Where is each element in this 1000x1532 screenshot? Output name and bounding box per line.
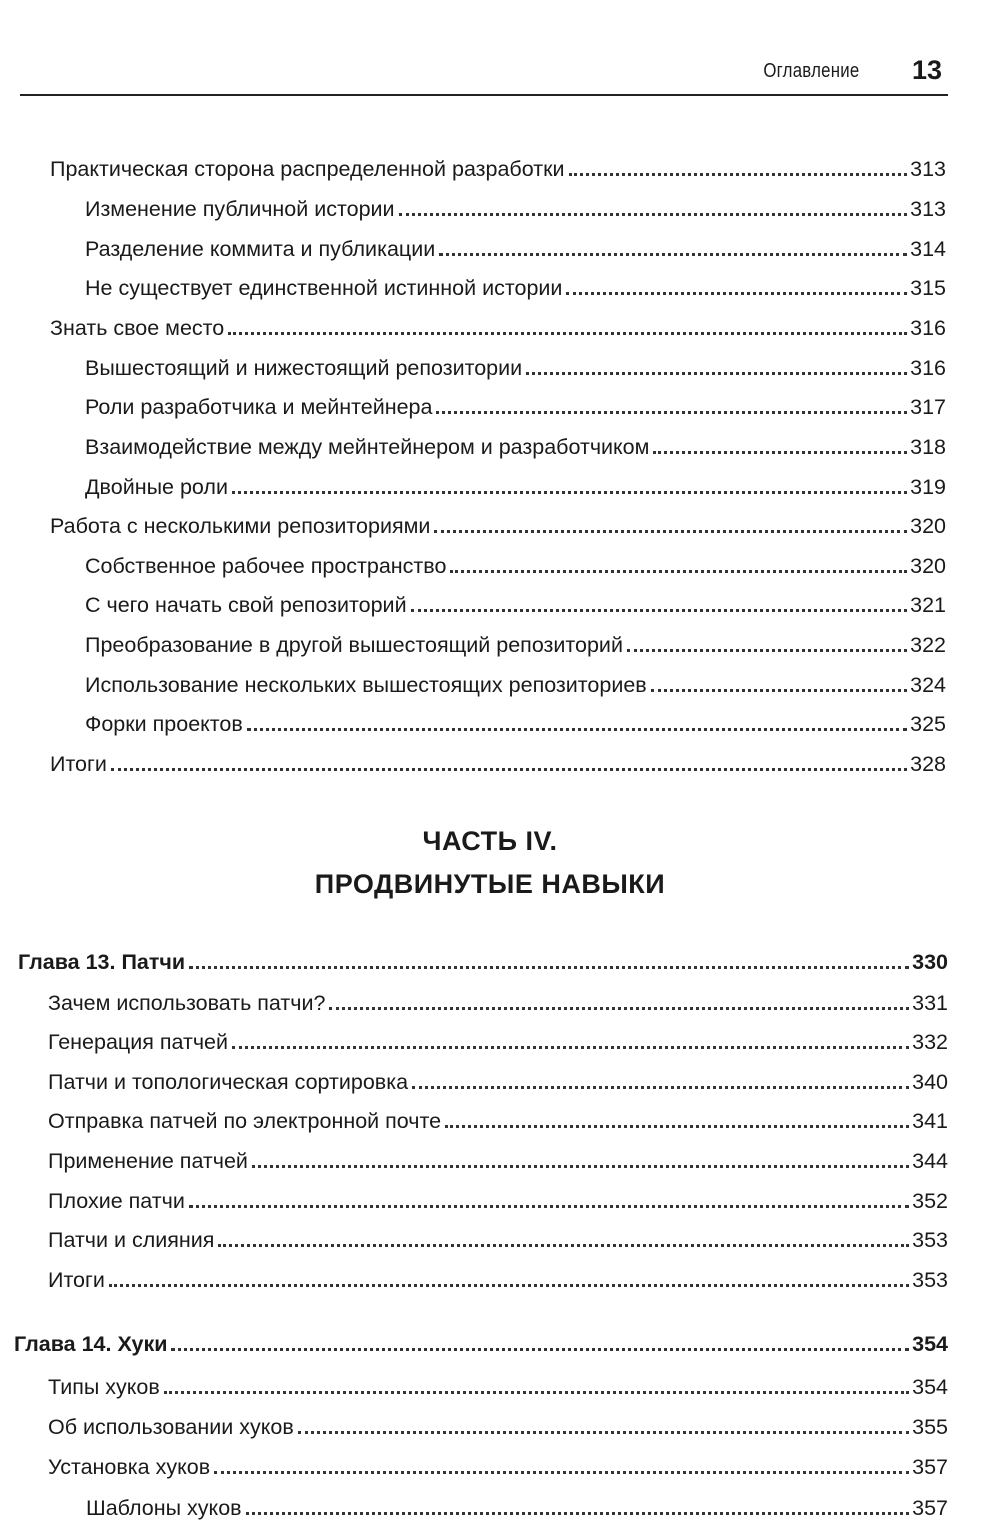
toc-entry[interactable]: Двойные роли 319 [85, 474, 946, 499]
toc-entry[interactable]: Отправка патчей по электронной почте 341 [48, 1108, 948, 1133]
toc-entry[interactable]: Использование нескольких вышестоящих репозиториев 324 [85, 672, 946, 697]
toc-entry[interactable]: Практическая сторона распределенной разработки 313 [50, 156, 946, 181]
chapter-entry[interactable]: Глава 13. Патчи 330 [18, 949, 948, 974]
part-heading-title: ПРОДВИНУТЫЕ НАВЫКИ [314, 869, 666, 899]
toc-entry[interactable]: Работа с несколькими репозиториями 320 [50, 513, 946, 538]
toc-entry[interactable]: Не существует единственной истинной истории 315 [85, 275, 946, 300]
toc-entry[interactable]: Применение патчей 344 [48, 1148, 948, 1173]
toc-entry[interactable]: Генерация патчей 332 [48, 1029, 948, 1054]
toc-entry[interactable]: Итоги 328 [50, 751, 946, 776]
page-number: 13 [911, 55, 942, 85]
page-header [20, 52, 948, 96]
toc-entry[interactable]: Типы хуков 354 [48, 1374, 948, 1399]
toc-entry[interactable]: Об использовании хуков 355 [48, 1414, 948, 1439]
toc-entry[interactable]: Преобразование в другой вышестоящий репозиторий 322 [85, 632, 946, 657]
toc-entry[interactable]: Установка хуков 357 [48, 1454, 948, 1479]
part-heading-number: ЧАСТЬ IV. [422, 826, 558, 856]
toc-entry[interactable]: Форки проектов 325 [85, 711, 946, 736]
toc-entry[interactable]: Собственное рабочее пространство 320 [85, 553, 946, 578]
toc-entry[interactable]: Взаимодействие между мейнтейнером и разработчиком 318 [85, 434, 946, 459]
toc-entry[interactable]: Плохие патчи 352 [48, 1188, 948, 1213]
toc-entry[interactable]: Итоги 353 [48, 1267, 948, 1292]
running-head: Оглавление [763, 60, 860, 82]
toc-entry[interactable]: Шаблоны хуков 357 [86, 1495, 948, 1520]
header-rule [20, 94, 948, 96]
chapter-entry[interactable]: Глава 14. Хуки 354 [14, 1331, 948, 1356]
toc-entry[interactable]: Разделение коммита и публикации 314 [85, 236, 946, 261]
toc-entry[interactable]: Зачем использовать патчи? 331 [48, 990, 948, 1015]
toc-entry[interactable]: Патчи и слияния 353 [48, 1227, 948, 1252]
toc-entry[interactable]: Вышестоящий и нижестоящий репозитории 316 [85, 355, 946, 380]
toc-entry[interactable]: С чего начать свой репозиторий 321 [85, 592, 946, 617]
toc-entry[interactable]: Изменение публичной истории 313 [85, 196, 946, 221]
toc-entry[interactable]: Знать свое место 316 [50, 315, 946, 340]
toc-entry[interactable]: Роли разработчика и мейнтейнера 317 [85, 394, 946, 419]
toc-entry[interactable]: Патчи и топологическая сортировка 340 [48, 1069, 948, 1094]
